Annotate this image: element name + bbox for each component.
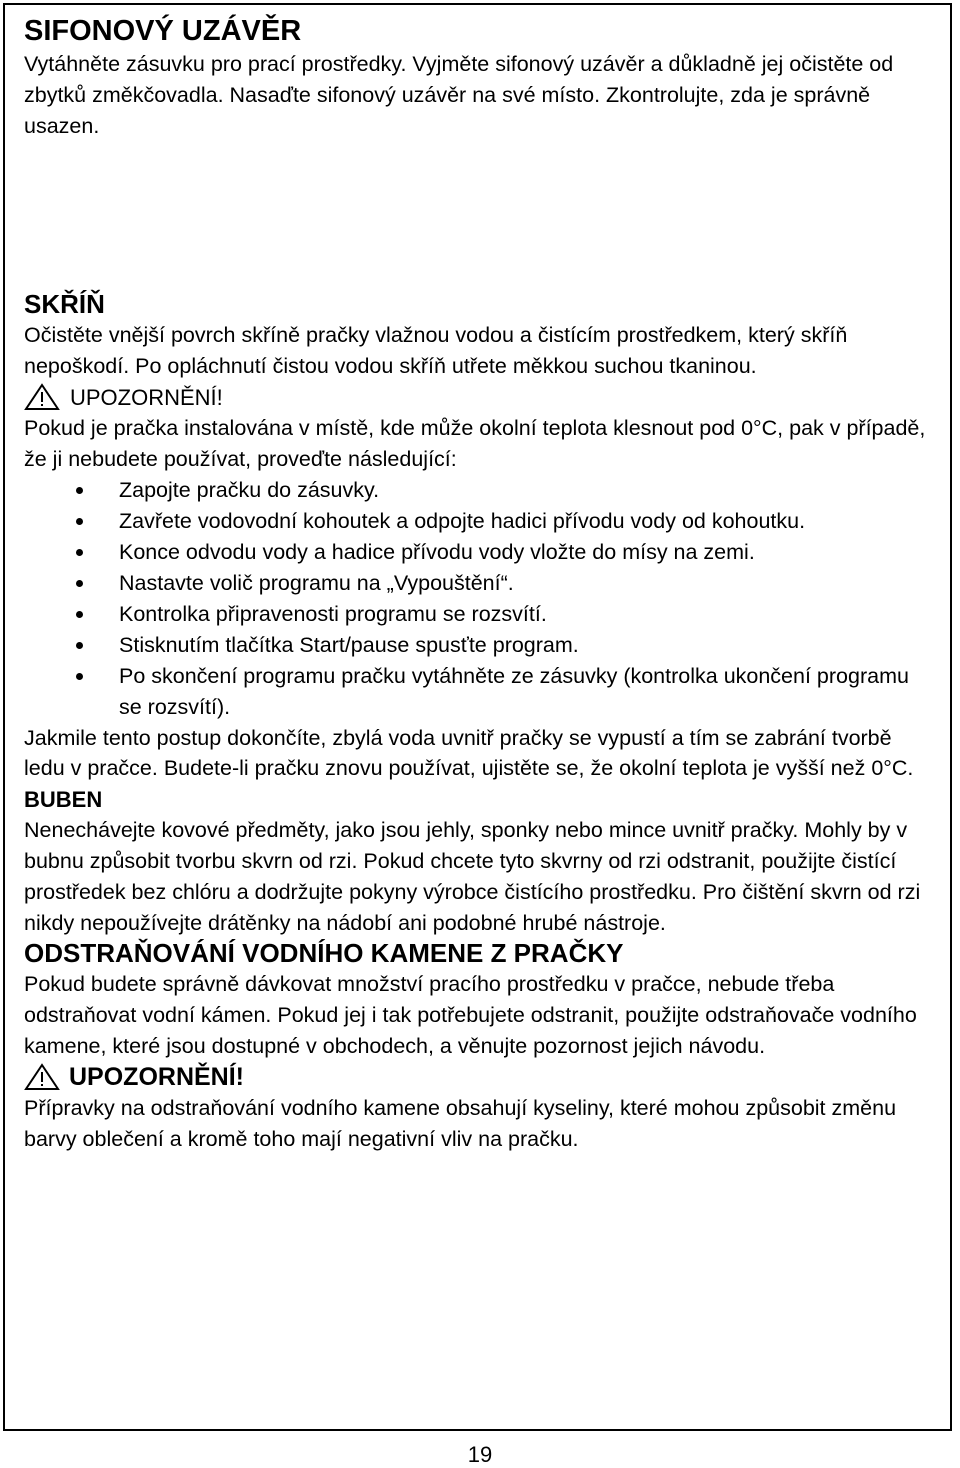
warning-triangle-icon (24, 383, 60, 411)
bullet-icon (76, 673, 83, 680)
section-text-kamen: Pokud budete správně dávkovat množství pracího prostředku v pračce, nebude třeba odstraňovat vodní kámen. Pokud jej i tak potřebujete odstranit, použijte odstraňovače vodního kamene, které jsou dostupné v obchodech, a věnujte pozornost jejich návodu. (24, 972, 917, 1058)
warning-triangle-icon (24, 1063, 60, 1091)
section-title-sifon: SIFONOVÝ UZÁVĚR (24, 15, 302, 47)
step-text: Konce odvodu vody a hadice přívodu vody vložte do mísy na zemi. (119, 539, 755, 564)
list-item (24, 475, 932, 506)
step-text: Zapojte pračku do zásuvky. (119, 477, 380, 502)
bullet-icon (76, 487, 83, 494)
warning-heading-2 (24, 1062, 932, 1093)
after-steps-text: Jakmile tento postup dokončíte, zbylá voda uvnitř pračky se vypustí a tím se zabrání tvorbě ledu v pračce. Budete-li pračku znovu používat, ujistěte se, že okolní teplota je vyšší než 0°C. (24, 725, 914, 781)
list-item (24, 599, 932, 630)
list-item (24, 537, 932, 568)
step-text: Stisknutím tlačítka Start/pause spusťte program. (119, 632, 579, 657)
list-item (24, 568, 932, 599)
steps-list (24, 475, 932, 723)
bullet-icon (76, 518, 83, 525)
step-text: Kontrolka připravenosti programu se rozsvítí. (119, 601, 547, 626)
section-title-skrin: SKŘÍŇ (24, 289, 105, 320)
step-text: Nastavte volič programu na „Vypouštění“. (119, 570, 514, 595)
section-text-buben: Nenechávejte kovové předměty, jako jsou jehly, sponky nebo mince uvnitř pračky. Mohly by v bubnu způsobit tvorbu skvrn od rzi. Pokud chcete tyto skvrny od rzi odstranit, použijte čistící prostředek bez chlóru a dodržujte pokyny výrobce čistícího prostředku. Pro čištění skvrn od rzi nikdy nepoužívejte drátěnky na nádobí ani podobné hrubé nástroje. (24, 818, 921, 935)
step-text: Zavřete vodovodní kohoutek a odpojte hadici přívodu vody od kohoutku. (119, 508, 806, 533)
warning-text: Přípravky na odstraňování vodního kamene obsahují kyseliny, které mohou způsobit změnu barvy oblečení a kromě toho mají negativní vliv na pračku. (24, 1095, 897, 1151)
list-item (24, 506, 932, 537)
warning-heading (24, 382, 932, 413)
spacer (24, 141, 932, 289)
bullet-icon (76, 580, 83, 587)
section-title-buben: BUBEN (24, 787, 103, 813)
bullet-icon (76, 642, 83, 649)
bullet-icon (76, 611, 83, 618)
bullet-icon (76, 549, 83, 556)
list-item (24, 630, 932, 661)
list-item (24, 661, 932, 723)
step-text: Po skončení programu pračku vytáhněte ze zásuvky (kontrolka ukončení programu se rozsvítí). (119, 663, 909, 719)
warning-label: UPOZORNĚNÍ! (69, 1062, 244, 1091)
page-content (24, 13, 932, 1154)
section-text-skrin: Očistěte vnější povrch skříně pračky vlažnou vodou a čistícím prostředkem, který skříň nepoškodí. Po opláchnutí čistou vodou skříň utřete měkkou suchou tkaninou. (24, 323, 848, 379)
section-text-sifon: Vytáhněte zásuvku pro prací prostředky. Vyjměte sifonový uzávěr a důkladně jej očistěte od zbytků změkčovadla. Nasaďte sifonový uzávěr na své místo. Zkontrolujte, zda je správně usazen. (24, 52, 894, 138)
page-number: 19 (467, 1442, 493, 1467)
warning-text: Pokud je pračka instalována v místě, kde může okolní teplota klesnout pod 0°C, pak v případě, že ji nebudete používat, proveďte následující: (24, 415, 926, 471)
warning-label: UPOZORNĚNÍ! (70, 384, 223, 410)
section-title-kamen: ODSTRAŇOVÁNÍ VODNÍHO KAMENE Z PRAČKY (24, 938, 624, 969)
